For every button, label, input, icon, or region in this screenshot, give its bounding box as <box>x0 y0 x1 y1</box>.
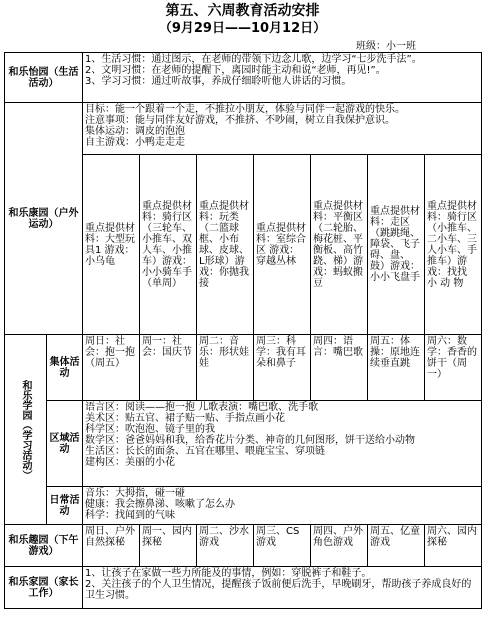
group-day-cell: 周日：社会：抱一抱（周五） <box>83 335 140 401</box>
afternoon-day-cell: 周六、园内探秘 <box>425 525 482 567</box>
area-activity-label: 区域活动 <box>47 401 83 487</box>
afternoon-day-cell: 周二、沙水游戏 <box>197 525 254 567</box>
date-range: （9月29日——10月12日） <box>158 21 327 36</box>
home-line: 2、关注孩子的个人卫生情况，提醒孩子饭前便后洗手，早晚刷牙，帮助孩子养成良好的卫生习惯。 <box>85 579 472 601</box>
outdoor-line: 集体运动：调皮的泡泡 <box>85 126 185 137</box>
afternoon-day-cell: 周四、户外角色游戏 <box>311 525 368 567</box>
outdoor-material-cell: 重点提供材料：大型玩具1 游戏：小乌龟 <box>83 155 140 335</box>
home-line: 1、让孩子在家做一些力所能及的事情，例如：穿脱裤子和鞋子。 <box>85 568 372 579</box>
afternoon-day-cell: 周三、CS游戏 <box>254 525 311 567</box>
afternoon-day-cell: 周日、户外自然探秘 <box>83 525 140 567</box>
area-line: 美术区：贴五官、裙子贴一贴、手指点画小花 <box>85 413 285 424</box>
group-day-cell: 周四：语言：嘴巴歌 <box>311 335 368 401</box>
daily-line: 健康：我会擦鼻涕、咳嗽了怎么办 <box>85 499 235 510</box>
schedule-table <box>4 52 482 609</box>
area-line: 科学区：吹泡泡、镜子里的我 <box>85 424 215 435</box>
daily-activity-row <box>5 487 482 525</box>
afternoon-day-cell: 周五、亿童游戏 <box>368 525 425 567</box>
area-line: 语言区：阅读——抱一抱 儿歌表演：嘴巴歌、洗手歌 <box>85 402 319 413</box>
outdoor-intro <box>83 103 482 155</box>
outdoor-material-cell: 重点提供材料：玩类（二篮球框、小布球、皮球、L形球）游戏：你抛我接 <box>197 155 254 335</box>
afternoon-day-cell: 周一、园内探秘 <box>140 525 197 567</box>
home-section-label: 和乐家园（家长工作） <box>5 567 83 609</box>
group-day-cell: 周五：体操：原地连续垂直跳 <box>368 335 425 401</box>
life-line: 2、文明习惯：在老师的提醒下，离园时能主动和说“老师，再见!”。 <box>85 65 386 76</box>
area-line: 数学区：爸爸妈妈和我，给香花片分类、神奇的几何图形，饼干送给小动物 <box>85 435 415 446</box>
afternoon-row <box>5 525 482 567</box>
outdoor-material-cell: 重点提供材料：走区（跳跳绳、障袋、飞子碍、盘、鼓）游戏：小小飞盘手 <box>368 155 425 335</box>
outdoor-line: 目标：能一个跟着一个走，不推拉小朋友，体验与同伴一起游戏的快乐。 <box>85 104 405 115</box>
outdoor-section-label: 和乐康园（户外运动） <box>5 103 83 335</box>
outdoor-intro-row <box>5 103 482 155</box>
learning-section-label: 和乐学园（学习活动） <box>5 335 47 525</box>
daily-line: 科学：找闻到的气味 <box>85 510 175 521</box>
life-line: 1、生活习惯：通过图示，在老师的带领下边念儿歌，边学习“七步洗手法”。 <box>85 54 422 65</box>
outdoor-material-cell: 重点提供材料：骑行区（三轮车、小推车、双人车、小推车）游戏：小小骑车手（单周） <box>140 155 197 335</box>
area-activity-content <box>83 401 482 487</box>
group-day-cell: 周一：社会：国庆节 <box>140 335 197 401</box>
group-activity-row <box>5 335 482 401</box>
life-row <box>5 53 482 103</box>
group-day-cell: 周二：音乐：形状娃娃 <box>197 335 254 401</box>
outdoor-material-cell: 重点提供材料：骑行区（小推车、二小车、三人小车、手推车）游戏：找找 小 动 物 <box>425 155 482 335</box>
afternoon-section-label: 和乐趣园（下午游戏） <box>5 525 83 567</box>
outdoor-material-cell: 重点提供材料：平衡区（二轮胎、梅花桩、平衡板、高竹跷、梯）游戏：蚂蚁搬豆 <box>311 155 368 335</box>
life-content <box>83 53 482 103</box>
life-section-label: 和乐怡园（生活活动） <box>5 53 83 103</box>
daily-line: 音乐：大拇指，碰一碰 <box>85 488 185 499</box>
outdoor-line: 自主游戏：小鸭走走走 <box>85 137 185 148</box>
area-line: 生活区：长长的面条、五官在哪里、喂鹿宝宝、穿项链 <box>85 446 325 457</box>
class-label: 班级：小一班 <box>356 41 416 52</box>
outdoor-line: 注意事项：能与同伴友好游戏，不推挤、不吵闹，树立自我保护意识。 <box>85 115 395 126</box>
home-content <box>83 567 482 609</box>
page-title: 第五、六周教育活动安排 <box>165 3 320 19</box>
daily-activity-content <box>83 487 482 525</box>
home-row <box>5 567 482 609</box>
area-activity-row <box>5 401 482 487</box>
life-line: 3、学习习惯：通过听故事，养成仔细聆听他人讲话的习惯。 <box>85 76 352 87</box>
group-day-cell: 周六：数学：香香的饼干（周一） <box>425 335 482 401</box>
area-line: 建构区：美丽的小花 <box>85 457 175 468</box>
outdoor-material-cell: 重点提供材料：室综合区 游戏：穿越丛林 <box>254 155 311 335</box>
daily-activity-label: 日常活动 <box>47 487 83 525</box>
group-day-cell: 周三：科学：我有耳朵和鼻子 <box>254 335 311 401</box>
group-activity-label: 集体活动 <box>47 335 83 401</box>
